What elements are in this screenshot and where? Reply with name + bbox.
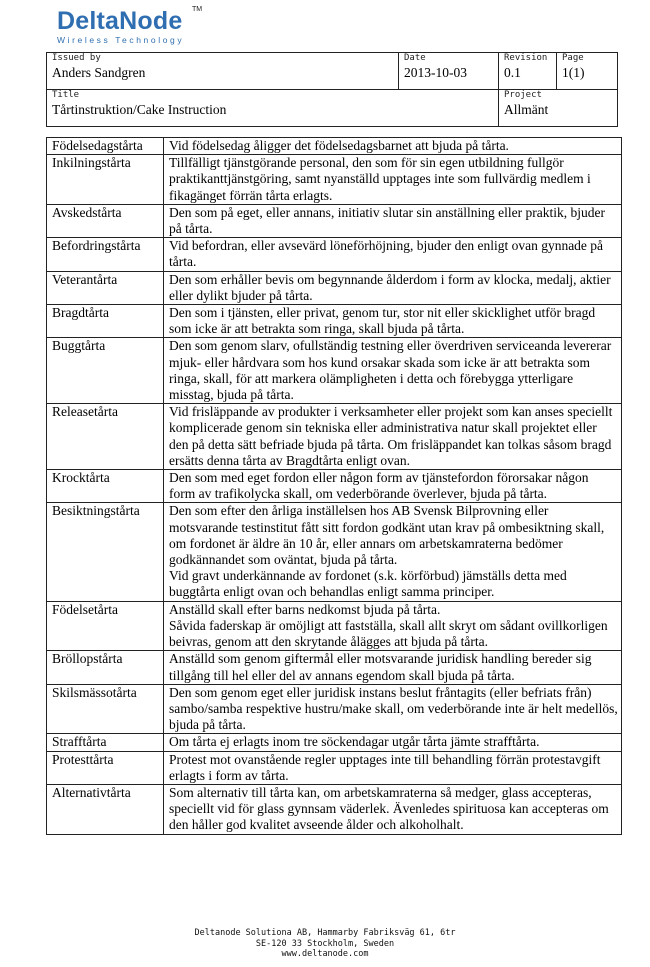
- rule-term: Födelsedagstårta: [47, 138, 164, 155]
- rule-text: Som alternativ till tårta kan, om arbetskamraterna så medger, glass accepteras, speciellt vid för glass gynnsam väderlek. Ävenledes spirituosa kan accepteras om den håller god kvalitet avseende ålder och alkoholhalt.: [164, 784, 622, 834]
- revision-cell: [499, 53, 557, 90]
- rule-term: Födelsetårta: [47, 601, 164, 651]
- table-row: [47, 155, 622, 205]
- page-cell: [557, 53, 618, 90]
- table-row: [47, 305, 622, 338]
- rule-text: Vid frisläppande av produkter i verksamheter eller projekt som kan anses speciellt komplicerade genom sin tekniska eller administrativa natur skall projektet eller den på detta sätt befriade bjuda på tårta. Om frisläppandet kan tolkas såsom bragd ersätts denna tårta av Bragdtårta enligt ovan.: [164, 404, 622, 470]
- rule-text: Anställd skall efter barns nedkomst bjuda på tårta.: [169, 601, 441, 617]
- table-row: [47, 238, 622, 271]
- table-row: [47, 601, 622, 651]
- table-row: [47, 404, 622, 470]
- page-value: 1(1): [562, 65, 585, 80]
- rule-text: Vid befordran, eller avsevärd löneförhöjning, bjuder den enligt ovan gynnade på tårta.: [164, 238, 622, 271]
- table-row: [47, 204, 622, 237]
- table-row: [47, 338, 622, 404]
- rule-text: Protest mot ovanstående regler upptages inte till behandling förrän protestavgift erlagts i form av tårta.: [164, 751, 622, 784]
- rule-text: Den som efter den årliga inställelsen hos AB Svensk Bilprovning eller motsvarande testinstitut fått sitt fordon godkänt utan krav på ombesiktning skall, om fordonet är äldre än 10 år, eller annars om arbetskamraterna bedömer godkännandet som oväntat, bjuda på tårta.: [169, 503, 605, 568]
- rule-term: Alternativtårta: [47, 784, 164, 834]
- rule-term: Bröllopstårta: [47, 651, 164, 684]
- table-row: [47, 470, 622, 503]
- rule-term: Befordringstårta: [47, 238, 164, 271]
- document-header-table: [46, 52, 618, 127]
- rule-term: Krocktårta: [47, 470, 164, 503]
- page-label: Page: [562, 53, 584, 63]
- issued-by-cell: [47, 53, 399, 90]
- company-logo: [57, 8, 217, 48]
- date-label: Date: [404, 53, 426, 63]
- rule-term: Veterantårta: [47, 271, 164, 304]
- table-row: [47, 784, 622, 834]
- rule-term: Releasetårta: [47, 404, 164, 470]
- rule-term: Inkilningstårta: [47, 155, 164, 205]
- rule-text: Tillfälligt tjänstgörande personal, den som för sin egen utbildning fullgör praktikanttjänstgöring, samt nyanställd upptages inte som fullvärdig medlem i fikagänget förrän tårta erlagts.: [164, 155, 622, 205]
- rule-text-cell: [164, 503, 622, 601]
- rule-term: Skilsmässotårta: [47, 684, 164, 734]
- cake-rules-table: [46, 137, 622, 835]
- rule-term: Besiktningstårta: [47, 503, 164, 601]
- table-row: [47, 271, 622, 304]
- page-footer: [0, 928, 650, 960]
- rule-text: Den som erhåller bevis om begynnande ålderdom i form av klocka, medalj, aktier eller dylikt bjuder på tårta.: [164, 271, 622, 304]
- rule-term: Bragdtårta: [47, 305, 164, 338]
- date-value: 2013-10-03: [404, 65, 467, 80]
- issued-by-value: Anders Sandgren: [52, 65, 146, 80]
- rule-text: Om tårta ej erlagts inom tre söckendagar utgår tårta jämte strafftårta.: [164, 734, 622, 751]
- project-value: Allmänt: [504, 102, 549, 117]
- rule-term: Avskedstårta: [47, 204, 164, 237]
- footer-city: SE-120 33 Stockholm, Sweden: [255, 938, 395, 949]
- table-row: [47, 751, 622, 784]
- rule-text-extra: Såvida faderskap är omöjligt att fastställa, skall allt skryt om sådant ovillkorligen beivras, genom att den skrytande ålägges att bjuda på tårta.: [169, 617, 608, 650]
- project-cell: [499, 90, 618, 127]
- table-row: [47, 138, 622, 155]
- table-row: [47, 651, 622, 684]
- rule-text: Anställd som genom giftermål eller motsvarande juridisk handling bereder sig tillgång till hel eller del av annans egendom skall bjuda på tårta.: [164, 651, 622, 684]
- rule-text: Den som i tjänsten, eller privat, genom tur, stor nit eller skicklighet utför bragd som icke är att betrakta som ringa, skall bjuda på tårta.: [164, 305, 622, 338]
- rule-text: Den som på eget, eller annans, initiativ slutar sin anställning eller praktik, bjuder på tårta.: [164, 204, 622, 237]
- rule-term: Buggtårta: [47, 338, 164, 404]
- table-row: [47, 734, 622, 751]
- project-label: Project: [504, 90, 542, 100]
- logo-tagline: Wireless Technology: [57, 35, 185, 45]
- rule-text: Vid födelsedag åligger det födelsedagsbarnet att bjuda på tårta.: [164, 138, 622, 155]
- rule-text-cell: [164, 601, 622, 651]
- rule-text-extra: Vid gravt underkännande av fordonet (s.k. körförbud) jämställs detta med buggtårta enligt ovan och behandlas enligt samma principer.: [169, 568, 567, 600]
- date-cell: [399, 53, 499, 90]
- rule-term: Strafftårta: [47, 734, 164, 751]
- rule-term: Protesttårta: [47, 751, 164, 784]
- table-row: [47, 503, 622, 601]
- footer-company-address: Deltanode Solutiona AB, Hammarby Fabriksväg 61, 6tr: [194, 928, 456, 938]
- table-row: [47, 684, 622, 734]
- title-cell: [47, 90, 499, 127]
- revision-value: 0.1: [504, 65, 521, 80]
- rule-text: Den som genom slarv, ofullständig testning eller överdriven serviceanda levererar mjuk- eller hårdvara som hos kund orsakar skada som icke är att betrakta som ringa, skall, för att markera olämpligheten i detta och förebygga ytterligare misstag, bjuda på tårta.: [164, 338, 622, 404]
- logo-trademark: TM: [192, 6, 203, 13]
- footer-website: www.deltanode.com: [281, 949, 369, 959]
- title-label: Title: [52, 90, 80, 100]
- logo-wordmark: DeltaNode: [57, 7, 183, 35]
- title-value: Tårtinstruktion/Cake Instruction: [52, 102, 227, 117]
- issued-by-label: Issued by: [52, 53, 101, 63]
- revision-label: Revision: [504, 53, 548, 63]
- rule-text: Den som genom eget eller juridisk instans beslut fråntagits (eller befriats från) sambo/samba respektive hustru/make skall, om vederbörande inte är helt medellös, bjuda på tårta.: [164, 684, 622, 734]
- rule-text: Den som med eget fordon eller någon form av tjänstefordon förorsakar någon form av trafikolycka skall, om vederbörande överlever, bjuda på tårta.: [164, 470, 622, 503]
